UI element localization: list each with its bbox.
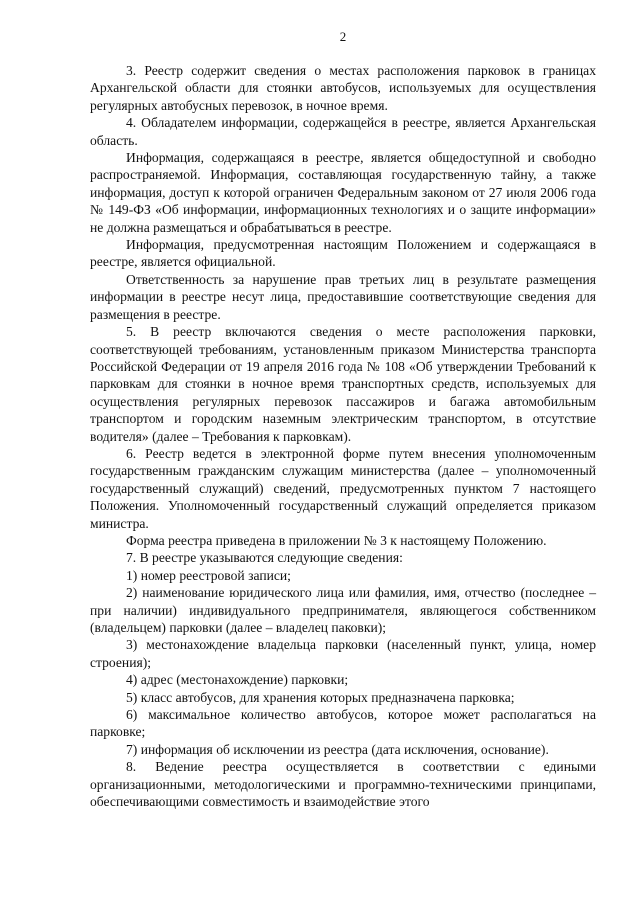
paragraph-official-info: Информация, предусмотренная настоящим Положением и содержащаяся в реестре, является официальной. xyxy=(90,237,596,270)
paragraph-responsibility: Ответственность за нарушение прав третьих лиц в результате размещения информации в реестре несут лица, предоставившие соответствующие сведения для размещения в реестре. xyxy=(90,271,596,322)
paragraph-public-info: Информация, содержащаяся в реестре, является общедоступной и свободно распространяемой. Информация, составляющая государственную тайну, а также информация, доступ к которой ограничен Федеральным законом от 27 июля 2006 года № 149-ФЗ «Об информации, информационных технологиях и о защите информации» не должна размещаться и обрабатываться в реестре. xyxy=(90,150,596,235)
list-item-2: 2) наименование юридического лица или фамилия, имя, отчество (последнее – при наличии) индивидуального предпринимателя, являющегося собственником (владельцем) парковки (далее – владелец паковки); xyxy=(90,585,596,635)
paragraph-item-8: 8. Ведение реестра осуществляется в соответствии с едиными организационными, методологическими и программно-техническими принципами, обеспечивающими совместимость и взаимодействие этого xyxy=(90,759,596,810)
paragraph-item-3: 3. Реестр содержит сведения о местах расположения парковок в границах Архангельской области для стоянки автобусов, используемых для осуществления регулярных автобусных перевозок, в ночное время. xyxy=(90,63,596,113)
paragraph-item-4: 4. Обладателем информации, содержащейся в реестре, является Архангельская область. xyxy=(90,115,596,148)
page-number: 2 xyxy=(339,29,347,44)
list-item-1: 1) номер реестровой записи; xyxy=(126,567,291,583)
list-item-3: 3) местонахождение владельца парковки (населенный пункт, улица, номер строения); xyxy=(90,637,596,670)
paragraph-registry-form: Форма реестра приведена в приложении № 3 к настоящему Положению. xyxy=(126,532,547,548)
paragraph-item-7: 7. В реестре указываются следующие сведения: xyxy=(126,550,403,566)
document-page xyxy=(90,28,596,810)
paragraph-item-5: 5. В реестр включаются сведения о месте расположения парковки, соответствующей требованиям, установленным приказом Министерства транспорта Российской Федерации от 19 апреля 2016 года № 108 «Об утверждении Требований к парковкам для стоянки в ночное время транспортных средств, используемых для осуществления регулярных перевозок пассажиров и багажа автомобильным транспортом и городским наземным электрическим транспортом, в отсутствие водителя» (далее – Требования к парковкам). xyxy=(90,324,596,444)
list-item-7: 7) информация об исключении из реестра (дата исключения, основание). xyxy=(126,741,549,757)
list-item-5: 5) класс автобусов, для хранения которых предназначена парковка; xyxy=(126,689,515,705)
document-body xyxy=(90,62,596,810)
list-item-6: 6) максимальное количество автобусов, которое может располагаться на парковке; xyxy=(90,707,596,740)
paragraph-item-6: 6. Реестр ведется в электронной форме путем внесения уполномоченным государственным гражданским служащим министерства (далее – уполномоченный государственный служащий) сведений, предусмотренных пунктом 7 настоящего Положения. Уполномоченный государственный служащий определяется приказом министра. xyxy=(90,445,596,531)
list-item-4: 4) адрес (местонахождение) парковки; xyxy=(126,672,349,688)
